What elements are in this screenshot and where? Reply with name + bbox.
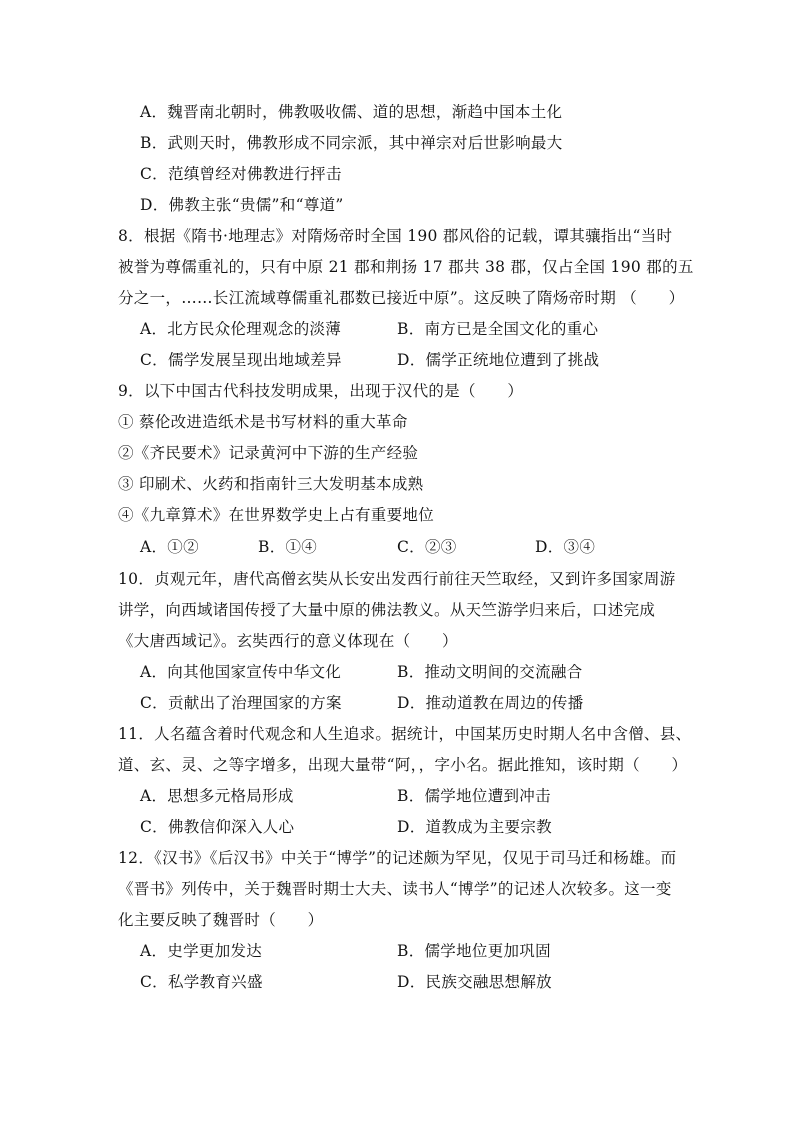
q11-option-b: B．儒学地位遭到冲击	[397, 787, 551, 805]
q10-stem-line-2: 讲学，向西域诸国传授了大量中原的佛法教义。从天竺游学归来后，口述完成	[118, 601, 656, 619]
q12-stem-line-3: 化主要反映了魏晋时（ ）	[118, 911, 324, 929]
q10-stem-line-3: 《大唐西域记》。玄奘西行的意义体现在（ ）	[118, 632, 458, 650]
q9-stem: 9．以下中国古代科技发明成果，出现于汉代的是（ ）	[118, 382, 524, 400]
q9-option-c: C．②③	[397, 538, 457, 556]
q8-stem-line-1: 8．根据《隋书·地理志》对隋炀帝时全国 190 郡风俗的记载，谭其骧指出“当时	[118, 227, 673, 245]
q12-stem-line-2: 《晋书》列传中，关于魏晋时期士大夫、读书人“博学”的记述人次较多。这一变	[118, 880, 672, 898]
q12-option-a: A．史学更加发达	[140, 942, 263, 960]
q10-option-b: B．推动文明间的交流融合	[397, 663, 583, 681]
q12-stem-line-1: 12．《汉书》《后汉书》中关于“博学”的记述颇为罕见，仅见于司马迁和杨雄。而	[118, 849, 677, 867]
q8-stem-line-2: 被誉为尊儒重礼的，只有中原 21 郡和荆扬 17 郡共 38 郡，仅占全国 190 郡的五	[118, 258, 694, 276]
q11-option-a: A．思想多元格局形成	[140, 787, 294, 805]
q8-option-d: D．儒学正统地位遭到了挑战	[397, 351, 600, 369]
q11-option-c: C．佛教信仰深入人心	[140, 818, 295, 836]
q8-option-a: A．北方民众伦理观念的淡薄	[140, 320, 342, 338]
q9-option-b: B．①④	[258, 538, 318, 556]
q8-option-c: C．儒学发展呈现出地域差异	[140, 351, 342, 369]
q10-option-a: A．向其他国家宣传中华文化	[140, 663, 342, 681]
q7-option-b: B．武则天时，佛教形成不同宗派，其中禅宗对后世影响最大	[140, 134, 563, 152]
q12-option-b: B．儒学地位更加巩固	[397, 942, 551, 960]
q7-option-c: C．范缜曾经对佛教进行抨击	[140, 165, 342, 183]
q9-item-4: ④《九章算术》在世界数学史上占有重要地位	[118, 506, 435, 524]
q9-item-1: ① 蔡伦改进造纸术是书写材料的重大革命	[118, 413, 408, 431]
q9-option-a: A．①②	[140, 538, 199, 556]
q10-option-c: C．贡献出了治理国家的方案	[140, 694, 342, 712]
q9-item-3: ③ 印刷术、火药和指南针三大发明基本成熟	[118, 475, 424, 493]
q7-option-d: D．佛教主张“贵儒”和“尊道”	[140, 196, 344, 214]
q8-stem-line-3: 分之一，……长江流域尊儒重礼郡数已接近中原”。这反映了隋炀帝时期 （ ）	[118, 289, 685, 307]
q10-option-d: D．推动道教在周边的传播	[397, 694, 584, 712]
q7-option-a: A．魏晋南北朝时，佛教吸收儒、道的思想，渐趋中国本土化	[140, 103, 563, 121]
q11-option-d: D．道教成为主要宗教	[397, 818, 552, 836]
q11-stem-line-1: 11．人名蕴含着时代观念和人生追求。据统计，中国某历史时期人名中含僧、县、	[118, 725, 692, 743]
q9-item-2: ②《齐民要术》记录黄河中下游的生产经验	[118, 444, 419, 462]
q9-option-d: D．③④	[535, 538, 596, 556]
q8-option-b: B．南方已是全国文化的重心	[397, 320, 599, 338]
q12-option-d: D．民族交融思想解放	[397, 973, 552, 991]
q12-option-c: C．私学教育兴盛	[140, 973, 263, 991]
q10-stem-line-1: 10．贞观元年，唐代高僧玄奘从长安出发西行前往天竺取经，又到许多国家周游	[118, 570, 676, 588]
q11-stem-line-2: 道、玄、灵、之等字增多，出现大量带“阿，，字小名。据此推知，该时期（ ）	[118, 756, 688, 774]
